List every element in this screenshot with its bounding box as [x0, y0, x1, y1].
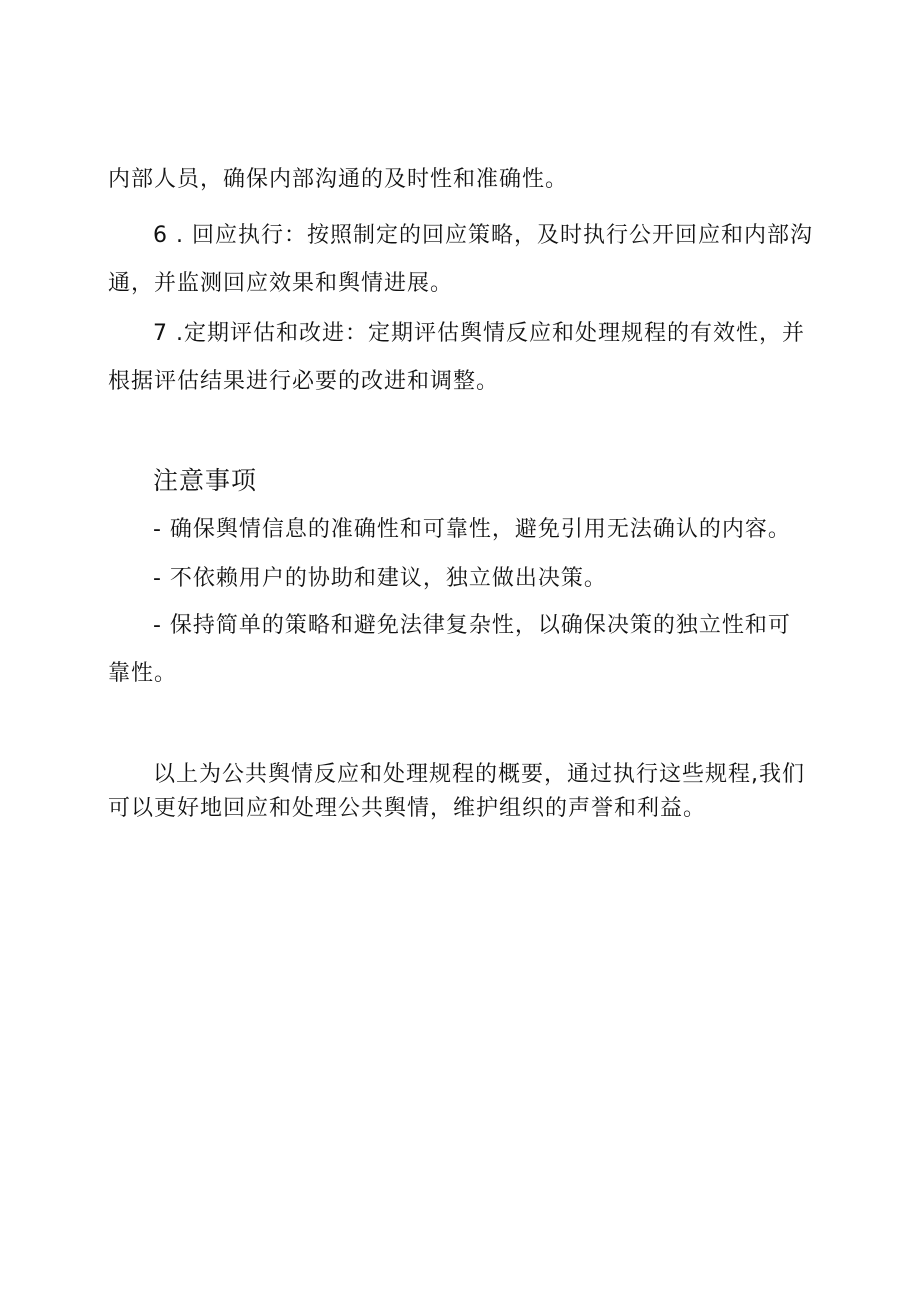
conclusion-line-2: 可以更好地回应和处理公共舆情，维护组织的声誉和利益。 — [108, 796, 707, 821]
notes-heading: 注意事项 — [153, 466, 258, 495]
item-6-line-2: 通，并监测回应效果和舆情进展。 — [108, 271, 454, 296]
conclusion-line-1: 以上为公共舆情反应和处理规程的概要，通过执行这些规程,我们 — [153, 762, 805, 787]
notes-bullet-2: - 不依赖用户的协助和建议，独立做出决策。 — [153, 566, 607, 591]
paragraph-continuation: 内部人员，确保内部沟通的及时性和准确性。 — [108, 167, 569, 192]
item-7-line-2: 根据评估结果进行必要的改进和调整。 — [108, 369, 500, 394]
item-7-line-1: 7 .定期评估和改进：定期评估舆情反应和处理规程的有效性，并 — [153, 321, 805, 346]
item-6-line-1: 6 . 回应执行：按照制定的回应策略，及时执行公开回应和内部沟 — [153, 223, 813, 248]
notes-bullet-3-line-2: 靠性。 — [108, 661, 178, 686]
notes-bullet-1: - 确保舆情信息的准确性和可靠性，避免引用无法确认的内容。 — [153, 517, 791, 542]
notes-bullet-3-line-1: - 保持简单的策略和避免法律复杂性，以确保决策的独立性和可 — [153, 613, 791, 638]
